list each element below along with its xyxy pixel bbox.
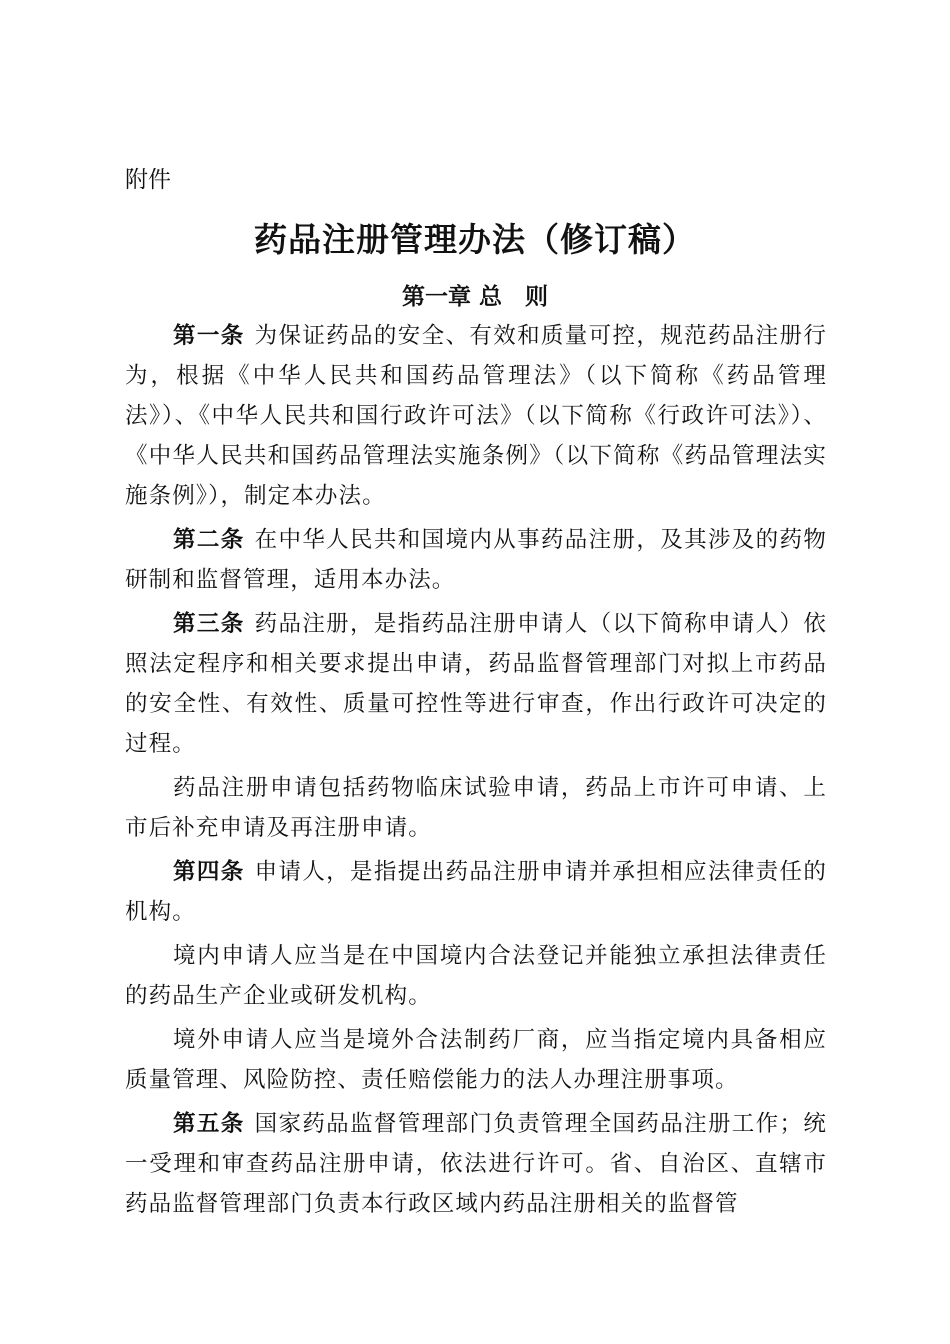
article-3 [125,604,827,764]
article-5 [125,1104,827,1224]
article-2 [125,520,827,600]
article-4 [125,852,827,932]
article-text: 为保证药品的安全、有效和质量可控，规范药品注册行为，根据《中华人民共和国药品管理法》（以下简称《药品管理法》）、《中华人民共和国行政许可法》（以下简称《行政许可法》）、《中华人民共和国药品管理法实施条例》（以下简称《药品管理法实施条例》），制定本办法。 [125,323,827,509]
article-text: 药品注册，是指药品注册申请人（以下简称申请人）依照法定程序和相关要求提出申请，药品监督管理部门对拟上市药品的安全性、有效性、质量可控性等进行审查，作出行政许可决定的过程。 [125,611,827,757]
paragraph [125,768,827,848]
article-text: 在中华人民共和国境内从事药品注册，及其涉及的药物研制和监督管理，适用本办法。 [125,527,827,593]
article-number: 第三条 [173,611,245,637]
document-title: 药品注册管理办法（修订稿） [254,220,696,259]
paragraph [125,936,827,1016]
article-text: 申请人，是指提出药品注册申请并承担相应法律责任的机构。 [125,859,827,925]
chapter-heading: 第一章 总 则 [401,284,548,310]
attachment-label: 附件 [125,167,171,193]
document-body [125,316,827,1228]
article-number: 第四条 [173,859,245,885]
paragraph-text: 境外申请人应当是境外合法制药厂商，应当指定境内具备相应质量管理、风险防控、责任赔偿能力的法人办理注册事项。 [125,1027,827,1093]
paragraph-text: 境内申请人应当是在中国境内合法登记并能独立承担法律责任的药品生产企业或研发机构。 [125,943,827,1009]
paragraph [125,1020,827,1100]
article-number: 第一条 [173,323,245,349]
article-number: 第二条 [173,527,245,553]
article-text: 国家药品监督管理部门负责管理全国药品注册工作；统一受理和审查药品注册申请，依法进行许可。省、自治区、直辖市药品监督管理部门负责本行政区域内药品注册相关的监督管 [125,1111,827,1217]
article-1 [125,316,827,516]
paragraph-text: 药品注册申请包括药物临床试验申请，药品上市许可申请、上市后补充申请及再注册申请。 [125,775,827,841]
article-number: 第五条 [173,1111,245,1137]
